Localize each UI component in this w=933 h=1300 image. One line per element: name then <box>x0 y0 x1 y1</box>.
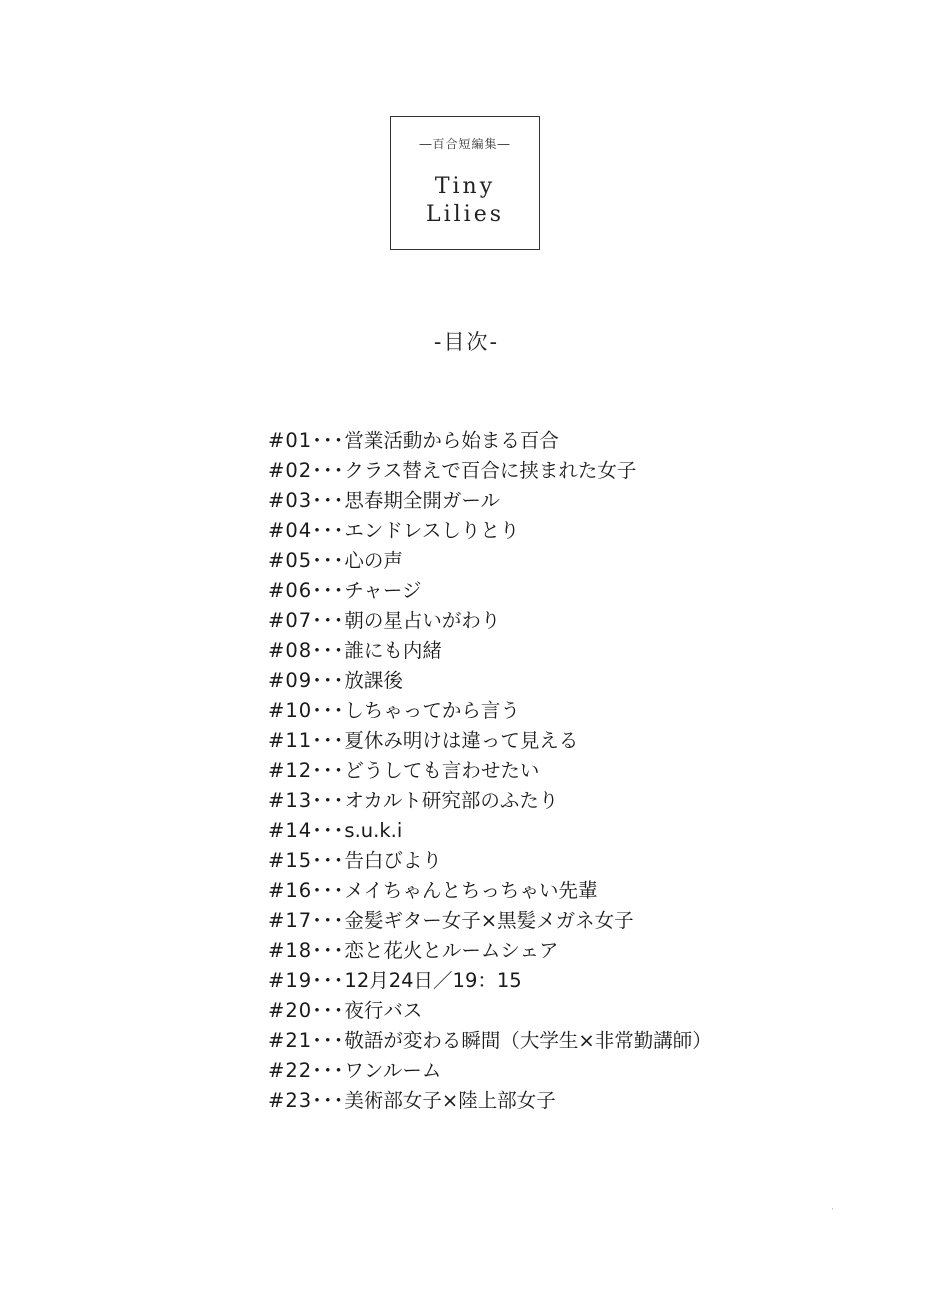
toc-item-separator: ･･･ <box>312 459 345 482</box>
toc-item-separator: ･･･ <box>312 759 345 782</box>
toc-item-title: s.u.k.i <box>344 819 403 842</box>
toc-item-title: どうしても言わせたい <box>344 759 540 782</box>
toc-item[interactable] <box>268 666 712 696</box>
toc-item-title: 告白びより <box>344 849 442 872</box>
toc-item[interactable] <box>268 756 712 786</box>
toc-item-separator: ･･･ <box>312 669 345 692</box>
toc-item-number: #04 <box>268 519 313 542</box>
toc-item-separator: ･･･ <box>312 969 345 992</box>
toc-item-separator: ･･･ <box>312 579 345 602</box>
toc-item[interactable] <box>268 606 712 636</box>
toc-list <box>268 426 712 1116</box>
toc-item-separator: ･･･ <box>312 879 345 902</box>
toc-item[interactable] <box>268 426 712 456</box>
toc-item-number: #07 <box>268 609 313 632</box>
toc-item-number: #19 <box>268 969 313 992</box>
toc-item-number: #21 <box>268 1029 313 1052</box>
toc-item-separator: ･･･ <box>312 819 345 842</box>
toc-item-title: 放課後 <box>344 669 403 692</box>
toc-item-separator: ･･･ <box>312 1059 345 1082</box>
toc-item-separator: ･･･ <box>312 699 345 722</box>
toc-item[interactable] <box>268 1086 712 1116</box>
book-title-line-2: Lilies <box>425 202 505 227</box>
toc-item[interactable] <box>268 786 712 816</box>
toc-item-title: 金髪ギター女子×黒髪メガネ女子 <box>344 909 634 932</box>
toc-item-number: #08 <box>268 639 313 662</box>
toc-item-number: #05 <box>268 549 313 572</box>
toc-item[interactable] <box>268 1026 712 1056</box>
toc-item-number: #16 <box>268 879 313 902</box>
toc-item-number: #23 <box>268 1089 313 1112</box>
toc-item[interactable] <box>268 816 712 846</box>
toc-item-title: 夏休み明けは違って見える <box>344 729 579 752</box>
toc-item-number: #22 <box>268 1059 313 1082</box>
toc-item-number: #09 <box>268 669 313 692</box>
toc-item[interactable] <box>268 936 712 966</box>
toc-item-separator: ･･･ <box>312 429 345 452</box>
toc-item-number: #12 <box>268 759 313 782</box>
toc-item-number: #13 <box>268 789 313 812</box>
toc-item-title: チャージ <box>344 579 422 602</box>
toc-item-number: #18 <box>268 939 313 962</box>
toc-item-title: 誰にも内緒 <box>344 639 442 662</box>
book-title-line-1: Tiny <box>434 174 496 199</box>
toc-item[interactable] <box>268 486 712 516</box>
toc-item-number: #15 <box>268 849 313 872</box>
toc-item[interactable] <box>268 456 712 486</box>
toc-item-title: 12月24日／19：15 <box>344 969 522 992</box>
toc-item-number: #06 <box>268 579 313 602</box>
toc-item-title: 敬語が変わる瞬間（大学生×非常勤講師） <box>344 1029 712 1052</box>
toc-item[interactable] <box>268 846 712 876</box>
toc-item-separator: ･･･ <box>312 549 345 572</box>
toc-item[interactable] <box>268 546 712 576</box>
toc-item[interactable] <box>268 516 712 546</box>
toc-item-separator: ･･･ <box>312 939 345 962</box>
toc-item-title: 朝の星占いがわり <box>344 609 501 632</box>
book-title <box>391 173 539 229</box>
toc-item-title: 美術部女子×陸上部女子 <box>344 1089 556 1112</box>
toc-item-number: #11 <box>268 729 313 752</box>
toc-item[interactable] <box>268 636 712 666</box>
toc-item-separator: ･･･ <box>312 1089 345 1112</box>
toc-item[interactable] <box>268 576 712 606</box>
toc-item-number: #01 <box>268 429 313 452</box>
toc-item-separator: ･･･ <box>312 609 345 632</box>
toc-item-number: #20 <box>268 999 313 1022</box>
toc-item[interactable] <box>268 966 712 996</box>
toc-item-separator: ･･･ <box>312 909 345 932</box>
toc-item[interactable] <box>268 906 712 936</box>
toc-item-title: 営業活動から始まる百合 <box>344 429 559 452</box>
toc-item-title: 夜行バス <box>344 999 423 1022</box>
toc-item-title: エンドレスしりとり <box>344 519 520 542</box>
title-box <box>390 116 540 250</box>
toc-item-title: クラス替えで百合に挟まれた女子 <box>344 459 637 482</box>
toc-item-number: #14 <box>268 819 313 842</box>
toc-item[interactable] <box>268 996 712 1026</box>
toc-item[interactable] <box>268 696 712 726</box>
toc-item-number: #10 <box>268 699 313 722</box>
toc-item-separator: ･･･ <box>312 999 345 1022</box>
toc-item-separator: ･･･ <box>312 849 345 872</box>
toc-item-separator: ･･･ <box>312 729 345 752</box>
toc-item[interactable] <box>268 1056 712 1086</box>
toc-item-number: #02 <box>268 459 313 482</box>
toc-item-title: 恋と花火とルームシェア <box>344 939 559 962</box>
toc-item-separator: ･･･ <box>312 639 345 662</box>
toc-item-separator: ･･･ <box>312 519 345 542</box>
toc-item-title: ワンルーム <box>344 1059 442 1082</box>
toc-item[interactable] <box>268 876 712 906</box>
page-mark: ' <box>832 1208 834 1214</box>
toc-item-title: 心の声 <box>344 549 403 572</box>
toc-item-number: #03 <box>268 489 313 512</box>
toc-item-title: メイちゃんとちっちゃい先輩 <box>344 879 598 902</box>
toc-item-separator: ･･･ <box>312 489 345 512</box>
toc-item-separator: ･･･ <box>312 789 345 812</box>
toc-heading: -目次- <box>433 330 500 354</box>
book-subtitle: ―百合短編集― <box>419 137 511 151</box>
toc-item-separator: ･･･ <box>312 1029 345 1052</box>
toc-item-number: #17 <box>268 909 313 932</box>
toc-item-title: しちゃってから言う <box>344 699 520 722</box>
toc-item[interactable] <box>268 726 712 756</box>
toc-item-title: 思春期全開ガール <box>344 489 501 512</box>
toc-item-title: オカルト研究部のふたり <box>344 789 559 812</box>
